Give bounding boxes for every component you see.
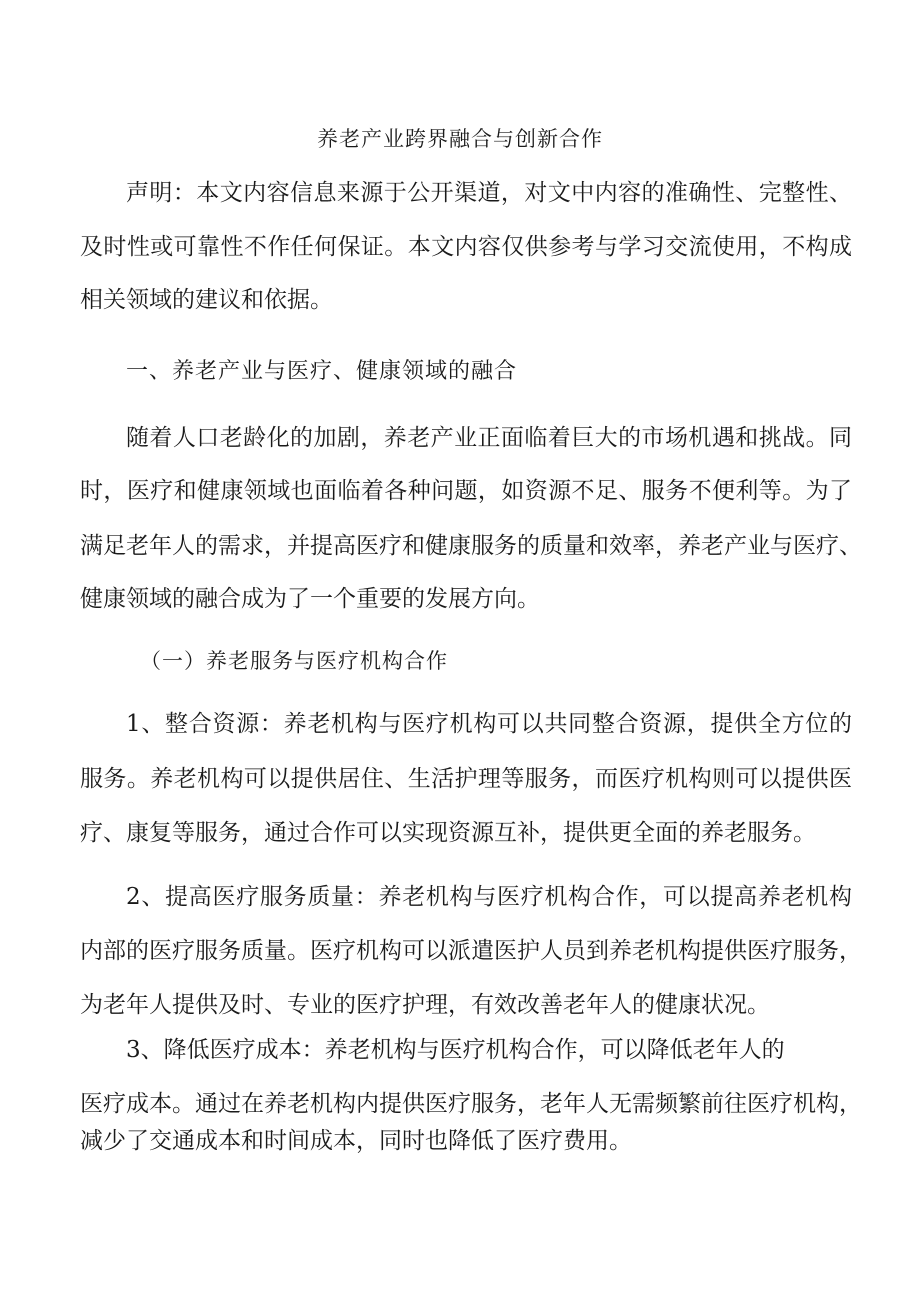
- document-title: 养老产业跨界融合与创新合作: [317, 127, 603, 151]
- section-heading: 一、养老产业与医疗、健康领域的融合: [126, 359, 518, 384]
- intro-line-4: 健康领域的融合成为了一个重要的发展方向。: [80, 586, 540, 612]
- disclaimer-line-3: 相关领域的建议和依据。: [80, 287, 333, 313]
- disclaimer-line-2: 及时性或可靠性不作任何保证。本文内容仅供参考与学习交流使用，不构成: [80, 234, 852, 260]
- item3-line-1: 3、降低医疗成本：养老机构与医疗机构合作，可以降低老年人的: [126, 1037, 785, 1063]
- item1-line-2: 服务。养老机构可以提供居住、生活护理等服务，而医疗机构则可以提供医: [80, 766, 852, 792]
- item2-line-1: 2、提高医疗服务质量：养老机构与医疗机构合作，可以提高养老机构: [126, 884, 852, 910]
- item2-line-2: 内部的医疗服务质量。医疗机构可以派遣医护人员到养老机构提供医疗服务，: [80, 938, 862, 964]
- intro-line-1: 随着人口老龄化的加剧，养老产业正面临着巨大的市场机遇和挑战。同: [126, 425, 852, 451]
- item3-line-3: 减少了交通成本和时间成本，同时也降低了医疗费用。: [80, 1128, 632, 1154]
- item2-line-3: 为老年人提供及时、专业的医疗护理，有效改善老年人的健康状况。: [80, 992, 770, 1018]
- item3-line-2: 医疗成本。通过在养老机构内提供医疗服务，老年人无需频繁前往医疗机构，: [80, 1091, 862, 1117]
- disclaimer-line-1: 声明：本文内容信息来源于公开渠道，对文中内容的准确性、完整性、: [126, 180, 852, 206]
- subsection-heading: （一）养老服务与医疗机构合作: [140, 649, 448, 673]
- item1-line-1: 1、整合资源：养老机构与医疗机构可以共同整合资源，提供全方位的: [126, 711, 852, 737]
- item1-line-3: 疗、康复等服务，通过合作可以实现资源互补，提供更全面的养老服务。: [80, 820, 816, 846]
- intro-line-3: 满足老年人的需求，并提高医疗和健康服务的质量和效率，养老产业与医疗、: [80, 533, 862, 559]
- intro-line-2: 时，医疗和健康领域也面临着各种问题，如资源不足、服务不便利等。为了: [80, 478, 852, 504]
